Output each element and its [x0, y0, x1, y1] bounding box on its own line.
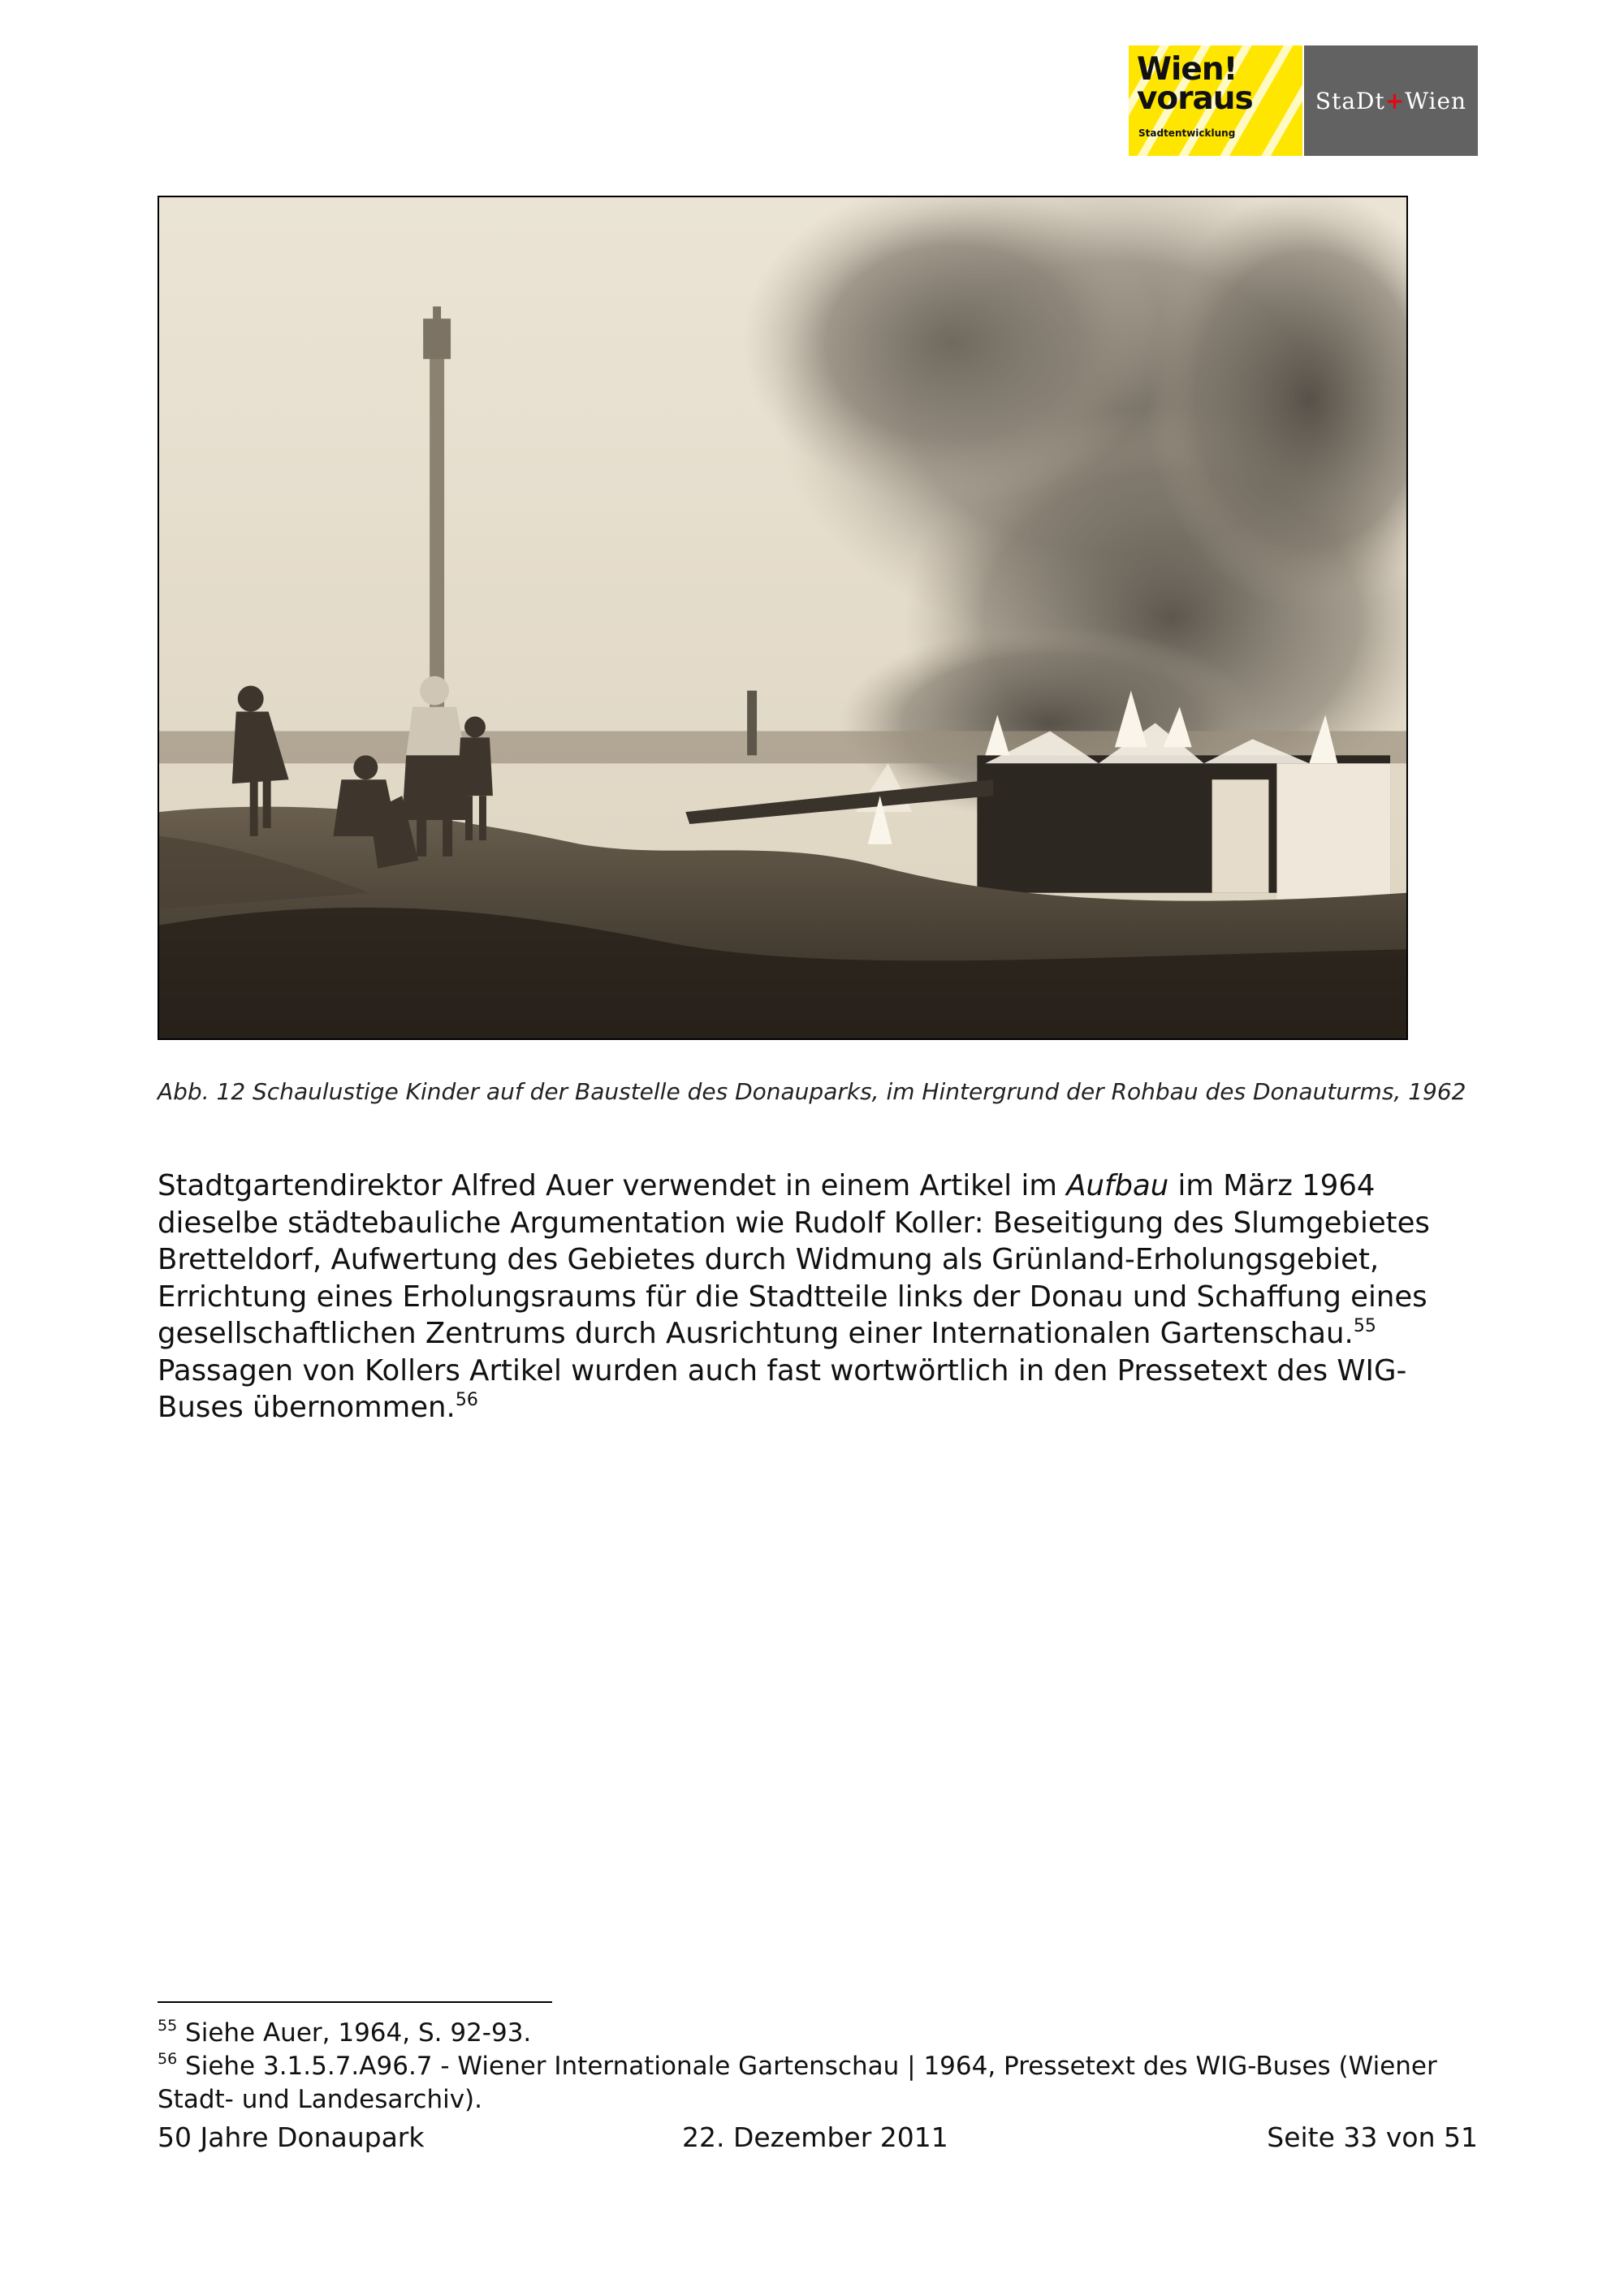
footnote-ref[interactable]: 56 [455, 1390, 478, 1410]
footnote-text: Siehe 3.1.5.7.A96.7 - Wiener Internationale Gartenschau | 1964, Pressetext des WIG-Buses (Wiener Stadt- und Landesarchiv). [158, 2052, 1437, 2114]
footnote-item [158, 2050, 1489, 2117]
wien-voraus-logo [1129, 45, 1302, 156]
footnote-number: 56 [158, 2050, 178, 2068]
footer-document-title: 50 Jahre Donaupark [158, 2121, 425, 2153]
photo-illustration [159, 197, 1406, 1038]
footnote-item [158, 2017, 1489, 2050]
logo-wien-line2: voraus [1137, 80, 1253, 117]
footnote-text: Siehe Auer, 1964, S. 92-93. [177, 2018, 532, 2048]
body-text-segment: Stadtgartendirektor Alfred Auer verwendet in einem Artikel im [158, 1169, 1067, 1202]
body-text-segment: Passagen von Kollers Artikel wurden auch fast wortwörtlich in den Pressetext des WIG-Buses übernommen. [158, 1353, 1407, 1424]
historic-photo [158, 196, 1408, 1040]
footnote-number: 55 [158, 2017, 178, 2035]
footer-date: 22. Dezember 2011 [682, 2121, 948, 2153]
footnote-separator [158, 2001, 552, 2003]
body-paragraph [158, 1167, 1489, 1426]
footnote-ref[interactable]: 55 [1353, 1316, 1376, 1336]
footer-page-number: Seite 33 von 51 [1267, 2121, 1478, 2153]
logo-stadt-cross: + [1384, 87, 1406, 114]
footnotes [158, 2017, 1489, 2117]
logo-wien-line1: Wien! [1137, 51, 1237, 88]
logo-wien-line3: Stadtentwicklung [1138, 127, 1236, 139]
body-text-italic: Aufbau [1066, 1169, 1169, 1202]
body-text-segment: im März 1964 dieselbe städtebauliche Argumentation wie Rudolf Koller: Beseitigung des Slumgebietes Bretteldorf, Aufwertung des Gebietes durch Widmung als Grünland-Erholungsgebiet, Errichtung eines Erholungsraums für die Stadtteile links der Donau und Schaffung eines gesellschaftlichen Zentrums durch Ausrichtung einer Internationalen Gartenschau. [158, 1169, 1430, 1350]
figure-caption: Abb. 12 Schaulustige Kinder auf der Baustelle des Donauparks, im Hintergrund der Rohbau des Donauturms, 1962 [158, 1078, 1466, 1105]
logo-stadt-part1: StaDt [1315, 87, 1385, 114]
page-footer [158, 2120, 1478, 2156]
logo-stadt-part2: Wien [1405, 87, 1467, 114]
stadt-wien-logo [1304, 45, 1478, 156]
